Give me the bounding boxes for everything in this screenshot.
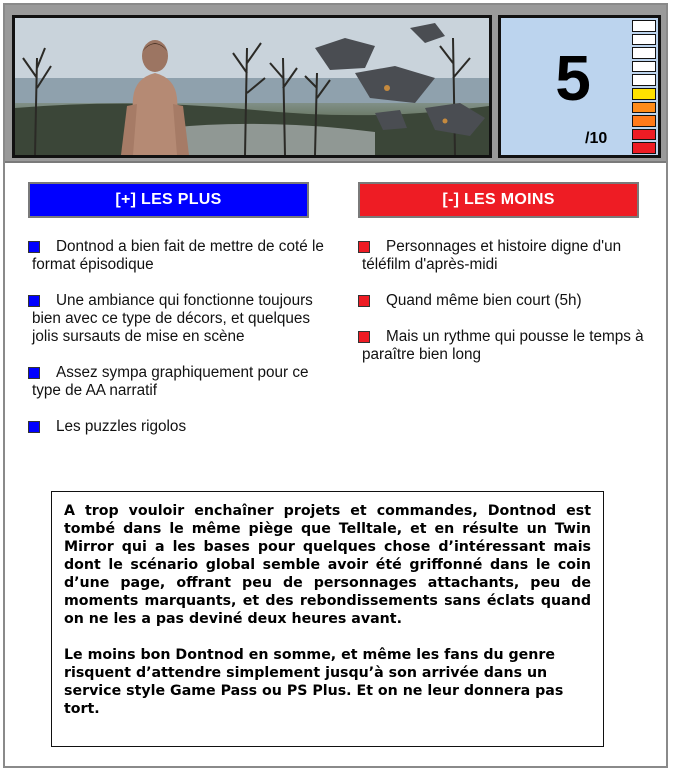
minus-item: Personnages et histoire digne d'un téléfilm d'après-midi bbox=[358, 238, 648, 274]
minus-list bbox=[358, 238, 648, 382]
scene-illustration bbox=[15, 18, 489, 155]
plus-heading: [+] LES PLUS bbox=[28, 182, 309, 218]
review-card bbox=[3, 3, 668, 768]
gauge-segment bbox=[632, 102, 656, 114]
blue-square-icon bbox=[28, 367, 40, 379]
plus-item: Une ambiance qui fonctionne toujours bien avec ce type de décors, et quelques jolis sursauts de mise en scène bbox=[28, 292, 328, 346]
gauge-segment bbox=[632, 74, 656, 86]
minus-item: Quand même bien court (5h) bbox=[358, 292, 648, 310]
red-square-icon bbox=[358, 241, 370, 253]
game-screenshot bbox=[12, 15, 492, 158]
gauge-segment bbox=[632, 47, 656, 59]
header-banner bbox=[5, 5, 666, 163]
plus-item: Dontnod a bien fait de mettre de coté le format épisodique bbox=[28, 238, 328, 274]
plus-item: Les puzzles rigolos bbox=[28, 418, 328, 436]
plus-list bbox=[28, 238, 328, 454]
score-value: 5 bbox=[555, 42, 591, 114]
score-gauge bbox=[632, 20, 656, 154]
score-max: /10 bbox=[585, 130, 608, 147]
gauge-segment bbox=[632, 20, 656, 32]
minus-item: Mais un rythme qui pousse le temps à paraître bien long bbox=[358, 328, 648, 364]
score-panel bbox=[498, 15, 661, 158]
blue-square-icon bbox=[28, 421, 40, 433]
plus-item: Assez sympa graphiquement pour ce type de AA narratif bbox=[28, 364, 328, 400]
gauge-segment bbox=[632, 142, 656, 154]
gauge-segment bbox=[632, 115, 656, 127]
gauge-segment bbox=[632, 129, 656, 141]
gauge-segment bbox=[632, 88, 656, 100]
red-square-icon bbox=[358, 295, 370, 307]
blue-square-icon bbox=[28, 295, 40, 307]
red-square-icon bbox=[358, 331, 370, 343]
minus-heading: [-] LES MOINS bbox=[358, 182, 639, 218]
verdict-box bbox=[51, 491, 604, 747]
verdict-paragraph: Le moins bon Dontnod en somme, et même les fans du genre risquent d’attendre simplement jusqu’à son arrivée dans un service style Game Pass ou PS Plus. Et on ne leur donnera pas tort. bbox=[64, 647, 564, 717]
blue-square-icon bbox=[28, 241, 40, 253]
gauge-segment bbox=[632, 34, 656, 46]
gauge-segment bbox=[632, 61, 656, 73]
verdict-paragraph: A trop vouloir enchaîner projets et commandes, Dontnod est tombé dans le même piège que Telltale, et en résulte un Twin Mirror qui a les bases pour quelques chose d’intéressant mais dont le scénario global semble avoir été griffonné dans le coin d’une page, offrant peu de personnages attachants, peu de moments marquants, et des rebondissements sans éclats quand on ne les a pas deviné deux heures avant. bbox=[64, 503, 591, 627]
